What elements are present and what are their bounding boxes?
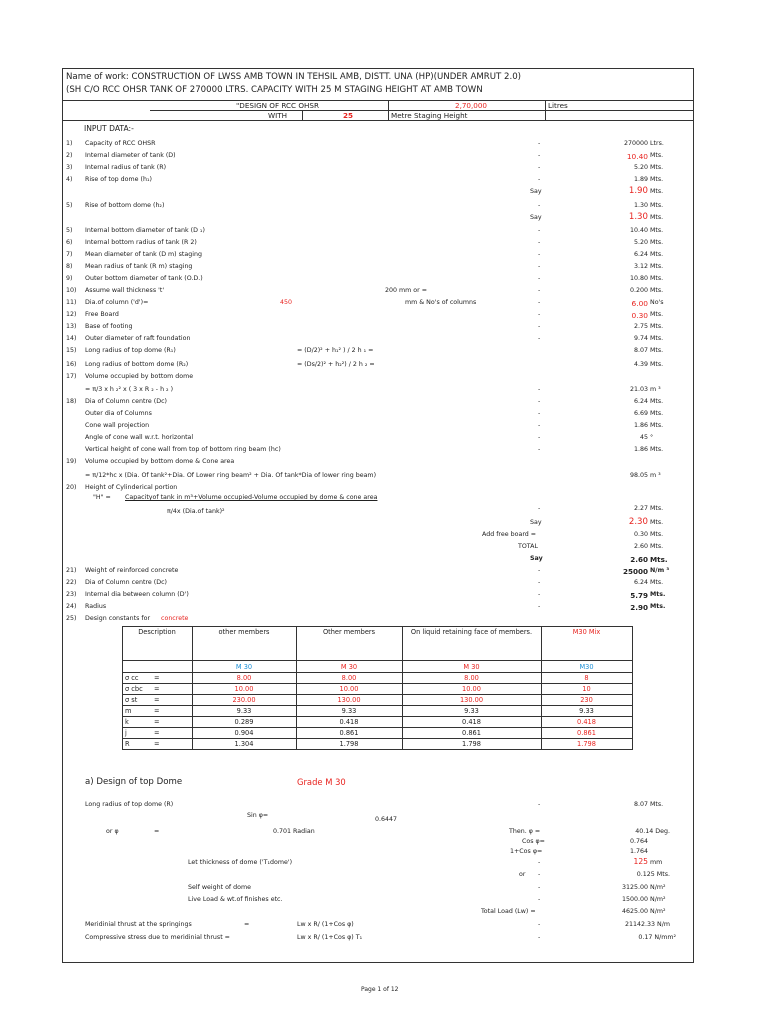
table-symbol: σ cbc (125, 685, 143, 693)
item-value: 3.12 (633, 263, 648, 270)
item-unit: Mts. (650, 287, 664, 294)
item2-dash: - (538, 567, 541, 574)
table-header-0: Description (138, 628, 176, 636)
item-unit: Mts. (650, 275, 664, 282)
item-dash: - (538, 323, 541, 330)
item-label: Internal bottom diameter of tank (D ₁) (85, 227, 205, 234)
dome-long-radius-label: Long radius of top dome (R) (85, 801, 174, 808)
staging-label: Metre Staging Height (391, 111, 468, 120)
compressive-label: Compressive stress due to meridinial thrust = (85, 934, 230, 941)
meridinial-formula: Lw x R/ (1+Cos φ) (297, 921, 354, 928)
table-symbol: m (125, 707, 132, 715)
live-load-unit: N/m² (650, 896, 666, 903)
say2-label: Say (530, 555, 543, 562)
item-value: 4.39 (633, 361, 648, 368)
item-number: 5) (66, 227, 73, 234)
item-red-mid: 450 (280, 299, 293, 306)
item-dash: - (538, 422, 541, 429)
item2-number: 24) (66, 603, 77, 610)
or-phi-eq: = (154, 828, 160, 835)
header-rule-3 (62, 120, 694, 121)
table-header-4: M30 Mix (572, 628, 601, 636)
dome-dash-1: - (538, 801, 541, 808)
meridinial-value: 21142.33 N/m (624, 921, 670, 928)
item-number: 14) (66, 335, 77, 342)
table-header-2: Other members (322, 628, 376, 636)
item-dash: - (538, 152, 541, 159)
item-value: 1.86 (633, 422, 648, 429)
item-number: 11) (66, 299, 77, 306)
item-number: 16) (66, 361, 77, 368)
header-divider-a (302, 110, 303, 120)
total-load-unit: N/m² (650, 908, 666, 915)
item-unit: Mts. (650, 239, 664, 246)
dome-dash-7: - (538, 934, 541, 941)
item-say: Say (530, 188, 542, 195)
h-value: 2.27 (633, 505, 648, 512)
item-value: 10.40 (629, 227, 648, 234)
item2-number: 22) (66, 579, 77, 586)
item2-number: 25) (66, 615, 77, 622)
item-number: 13) (66, 323, 77, 330)
table-symbol: R (125, 740, 130, 748)
item-dash: - (538, 275, 541, 282)
table-grade-2: M 30 (340, 663, 358, 671)
item-dash: - (538, 164, 541, 171)
table-cell: 0.418 (462, 718, 481, 726)
item-label: Long radius of top dome (R₁) (85, 347, 176, 354)
item-number: 6) (66, 239, 73, 246)
item2-number: 21) (66, 567, 77, 574)
item-dash: - (538, 311, 541, 318)
item2-value: 6.24 (633, 579, 648, 586)
table-grade-4: M30 (579, 663, 594, 671)
item-label: Vertical height of cone wall from top of bottom ring beam (hc) (85, 446, 281, 453)
radian-value: 0.701 Radian (273, 828, 315, 835)
dome-dash-4: - (538, 884, 541, 891)
table-col-rule (632, 626, 633, 749)
item-value: 9.74 (633, 335, 648, 342)
table-cell: 130.00 (459, 696, 484, 704)
compressive-formula: Lw x R/ (1+Cos φ) T₁ (297, 934, 363, 941)
item-dash: - (538, 398, 541, 405)
dome-grade: Grade M 30 (297, 777, 346, 787)
item-unit: Mts. (650, 446, 664, 453)
table-cell: 0.861 (462, 729, 481, 737)
item-unit: Mts. (650, 361, 664, 368)
item-number: 10) (66, 287, 77, 294)
table-col-rule (122, 626, 123, 749)
total-unit: Mts. (650, 543, 664, 550)
item-label: = π/12*hc x (Dia. Of tank²+Dia. Of Lower ring beam² + Dia. Of tank*Dia of lower ring beam) (85, 472, 377, 479)
cos-label: Cos φ= (522, 838, 545, 845)
item-label: Volume occupied by bottom dome (85, 373, 194, 380)
h-say-value: 2.30 (628, 517, 648, 527)
item-label: Angle of cone wall w.r.t. horizontal (85, 434, 194, 441)
onecos-label: 1+Cos φ= (510, 848, 543, 855)
table-cell-mix: 10 (582, 685, 591, 693)
table-cell: 0.861 (339, 729, 359, 737)
table-cell: 8.00 (236, 674, 252, 682)
item-number: 5) (66, 202, 73, 209)
item2-unit: Mts. (650, 579, 664, 586)
table-cell-mix: 230 (580, 696, 593, 704)
item-unit: Mts. (650, 422, 664, 429)
item-label: Outer dia of Columns (85, 410, 152, 417)
item-value: 270000 (623, 140, 648, 147)
item-label: Volume occupied by bottom dome & Cone area (85, 458, 235, 465)
item-unit: Mts. (650, 398, 664, 405)
item-number: 8) (66, 263, 73, 270)
item2-dash: - (538, 579, 541, 586)
table-cell: 9.33 (341, 707, 357, 715)
table-eq: = (154, 674, 160, 682)
item-label: Rise of top dome (h₁) (85, 176, 152, 183)
item-label: Base of footing (85, 323, 133, 330)
table-cell: 0.289 (234, 718, 254, 726)
table-symbol: k (125, 718, 129, 726)
item-unit: Mts. (650, 311, 664, 318)
table-eq: = (154, 718, 160, 726)
item-label: Height of Cylinderical portion (85, 484, 178, 491)
thickness-value: 125 (633, 857, 648, 866)
item-number: 17) (66, 373, 77, 380)
item-number: 4) (66, 176, 73, 183)
item-formula: = (D/2)² + h₁² ) / 2 h ₁ = (297, 347, 374, 354)
frame-left (62, 68, 63, 963)
table-cell-mix: 1.798 (577, 740, 596, 748)
item-number: 15) (66, 347, 77, 354)
item-value: 6.24 (633, 251, 648, 258)
table-cell: 8.00 (464, 674, 479, 682)
item-label: Free Board (85, 311, 119, 318)
litres-label: Litres (548, 101, 568, 110)
item2-label: Internal dia between column (D') (85, 591, 189, 598)
frame-bottom (62, 962, 694, 963)
item-value: 1.30 (633, 202, 648, 209)
item-number: 18) (66, 398, 77, 405)
item-unit: No's (650, 299, 664, 306)
item2-red-tail: concrete (161, 615, 189, 622)
item-label: Dia of Column centre (Dc) (85, 398, 167, 405)
thickness-unit: mm (650, 859, 663, 866)
item2-label: Design constants for (85, 615, 151, 622)
table-rule (122, 705, 633, 706)
item-value: 2.75 (633, 323, 648, 330)
table-eq: = (154, 707, 160, 715)
table-cell: 10.00 (462, 685, 481, 693)
frame-top (62, 68, 694, 69)
add-free-unit: Mts. (650, 531, 664, 538)
say2-unit: Mts. (650, 555, 668, 564)
item2-value: 2.90 (630, 603, 648, 612)
self-weight-label: Self weight of dome (188, 884, 251, 891)
item-number: 1) (66, 140, 73, 147)
item-dash: - (538, 239, 541, 246)
total-label: TOTAL (518, 543, 538, 550)
table-rule (122, 694, 633, 695)
item-value: 6.69 (633, 410, 648, 417)
item2-value: 5.79 (630, 591, 648, 600)
item-dash: - (538, 335, 541, 342)
item2-value: 25000 (622, 567, 648, 576)
item-dash: - (538, 287, 541, 294)
add-free-value: 0.30 (633, 531, 648, 538)
item-dash: - (538, 251, 541, 258)
add-free-label: Add free board = (482, 531, 537, 538)
item-mid: mm & No's of columns (405, 299, 477, 306)
table-eq: = (154, 740, 160, 748)
onecos-value: 1.764 (629, 848, 648, 855)
table-grade-3: M 30 (463, 663, 480, 671)
item2-label: Dia of Column centre (Dc) (85, 579, 167, 586)
item-label: Outer bottom diameter of tank (O.D.) (85, 275, 203, 282)
dome-dash-2: - (538, 859, 541, 866)
header-rule-1 (62, 100, 694, 101)
h-label: "H" = (93, 494, 111, 501)
item-label: Mean radius of tank (R m) staging (85, 263, 193, 270)
item-number: 3) (66, 164, 73, 171)
self-weight-unit: N/m² (650, 884, 666, 891)
item2-unit: N/m ³ (650, 567, 670, 574)
item-unit: Mts. (650, 335, 664, 342)
item-value: 10.40 (626, 152, 648, 161)
table-cell: 8.00 (341, 674, 357, 682)
item-number: 12) (66, 311, 77, 318)
item-label: Mean diameter of tank (D m) staging (85, 251, 202, 258)
item-dash: - (538, 227, 541, 234)
staging-value: 25 (343, 111, 354, 120)
item2-dash: - (538, 603, 541, 610)
input-data-title: INPUT DATA:- (84, 124, 134, 133)
item-unit: Mts. (650, 410, 664, 417)
table-cell: 130.00 (337, 696, 361, 704)
table-eq: = (154, 729, 160, 737)
h-dash: - (538, 505, 541, 512)
item-value: 0.200 (629, 287, 648, 294)
item-dash: - (538, 140, 541, 147)
table-rule (122, 727, 633, 728)
dome-long-radius-unit: Mts. (650, 801, 664, 808)
table-rule (122, 749, 633, 750)
item-dash: - (538, 176, 541, 183)
table-rule (122, 672, 633, 673)
item-label: Internal radius of tank (R) (85, 164, 167, 171)
capacity-value: 2,70,000 (455, 101, 488, 110)
then-value: 40.14 Deg. (635, 828, 670, 835)
item-label: Assume wall thickness 't' (85, 287, 165, 294)
h-unit: Mts. (650, 505, 664, 512)
table-header-1: other members (218, 628, 270, 636)
item2-label: Weight of reinforced concrete (85, 567, 179, 574)
item-label: Capacity of RCC OHSR (85, 140, 156, 147)
item-value: 98.05 (629, 472, 648, 479)
item-unit: m ³ (650, 472, 661, 479)
item-dash: - (538, 446, 541, 453)
item-value: 6.00 (631, 299, 648, 308)
item-value: 0.30 (631, 311, 648, 320)
compressive-value: 0.17 N/mm² (638, 934, 676, 941)
item-unit: Ltrs. (650, 140, 664, 147)
item-value: 8.07 (633, 347, 648, 354)
table-rule (122, 683, 633, 684)
work-title-line1: Name of work: CONSTRUCTION OF LWSS AMB TOWN IN TEHSIL AMB, DISTT. UNA (HP)(UNDER AMRUT 2.0) (66, 72, 522, 82)
table-cell: 1.798 (339, 740, 359, 748)
table-cell: 230.00 (232, 696, 256, 704)
table-header-3: On liquid retaining face of members. (410, 628, 533, 636)
table-symbol: j (125, 729, 127, 737)
table-cell: 9.33 (464, 707, 479, 715)
table-rule (122, 716, 633, 717)
h-numerator: Capacityof tank in m³+Volume occupied-Volume occupied by dome & cone area (125, 494, 378, 501)
item2-label: Radius (85, 603, 107, 610)
table-cell-mix: 0.861 (577, 729, 596, 737)
then-label: Then. φ = (509, 828, 541, 835)
frame-right (693, 68, 694, 963)
item-dash: - (538, 263, 541, 270)
total-value: 2.60 (633, 543, 648, 550)
item-unit: m ³ (650, 386, 661, 393)
item-value: 5.20 (633, 164, 648, 171)
item-unit: ° (650, 434, 654, 441)
item-say: Say (530, 214, 542, 221)
item-value: 21.03 (629, 386, 648, 393)
dome-long-radius-value: 8.07 (633, 801, 648, 808)
item-value: 6.24 (633, 398, 648, 405)
thickness-m: 0.125 Mts. (636, 871, 670, 878)
item-value: 10.80 (629, 275, 648, 282)
item-dash: - (538, 202, 541, 209)
self-weight-value: 3125.00 (621, 884, 648, 891)
table-eq: = (154, 696, 160, 704)
item-unit: Mts. (650, 188, 664, 195)
item-unit: Mts. (650, 251, 664, 258)
meridinial-label: Meridinial thrust at the springings (85, 921, 192, 928)
item-unit: Mts. (650, 164, 664, 171)
total-load-label: Total Load (Lw) = (481, 908, 536, 915)
or-label: or (519, 871, 526, 878)
table-cell-mix: 0.418 (577, 718, 596, 726)
design-label: "DESIGN OF RCC OHSR (236, 101, 319, 110)
meridinial-eq: = (244, 921, 250, 928)
sin-label: Sin φ= (247, 812, 269, 819)
item-unit: Mts. (650, 227, 664, 234)
table-cell: 9.33 (236, 707, 252, 715)
item-unit: Mts. (650, 263, 664, 270)
item-dash: - (538, 410, 541, 417)
with-label: WITH (268, 111, 288, 120)
live-load-label: Live Load & wt.of finishes etc. (188, 896, 283, 903)
item-number: 20) (66, 484, 77, 491)
table-rule (122, 660, 633, 661)
table-cell: 10.00 (234, 685, 254, 693)
item-dash: - (538, 386, 541, 393)
item-label: Internal bottom radius of tank (R 2) (85, 239, 197, 246)
item-label: Outer diameter of raft foundation (85, 335, 191, 342)
page-footer: Page 1 of 12 (361, 986, 399, 993)
item-unit: Mts. (650, 202, 664, 209)
item-mid: 200 mm or = (385, 287, 428, 294)
item-value: 5.20 (633, 239, 648, 246)
table-cell-mix: 8 (584, 674, 589, 682)
item2-unit: Mts. (650, 591, 666, 598)
item-number: 2) (66, 152, 73, 159)
total-load-value: 4625.00 (621, 908, 648, 915)
table-cell: 1.304 (234, 740, 254, 748)
table-cell: 0.904 (234, 729, 254, 737)
item-value: 45 (639, 434, 648, 441)
item-value: 1.90 (628, 186, 648, 196)
item-number: 19) (66, 458, 77, 465)
item2-unit: Mts. (650, 603, 666, 610)
item-label: = π/3 x h ₂² x ( 3 x R ₂ - h ₂ ) (85, 386, 174, 393)
item-label: Dia.of column ('d')= (85, 299, 149, 306)
or-phi-label: or φ (106, 828, 119, 835)
item-unit: Mts. (650, 152, 664, 159)
item-number: 7) (66, 251, 73, 258)
dome-dash-6: - (538, 921, 541, 928)
item2-number: 23) (66, 591, 77, 598)
item-number: 9) (66, 275, 73, 282)
item-dash: - (538, 299, 541, 306)
table-cell: 0.418 (339, 718, 359, 726)
dome-title: a) Design of top Dome (85, 777, 183, 787)
h-denominator: π/4x (Dia.of tank)² (167, 508, 225, 515)
table-cell-mix: 9.33 (579, 707, 594, 715)
item-value: 1.86 (633, 446, 648, 453)
table-rule (122, 738, 633, 739)
work-title-line2: (SH C/O RCC OHSR TANK OF 270000 LTRS. CAPACITY WITH 25 M STAGING HEIGHT AT AMB TOWN (66, 85, 483, 95)
item-value: 1.89 (633, 176, 648, 183)
table-rule (122, 626, 633, 627)
table-symbol: σ cc (125, 674, 139, 682)
item-label: Long radius of bottom dome (R₂) (85, 361, 189, 368)
say2-value: 2.60 (630, 555, 648, 564)
table-cell: 1.798 (462, 740, 481, 748)
item-unit: Mts. (650, 323, 664, 330)
dome-dash-5: - (538, 896, 541, 903)
item-label: Rise of bottom dome (h₂) (85, 202, 165, 209)
h-say: Say (530, 519, 542, 526)
thickness-label: Let thickness of dome ('T₁dome') (188, 859, 293, 866)
table-symbol: σ st (125, 696, 138, 704)
item-formula: = (Ds/2)² + h₂²) / 2 h ₂ = (297, 361, 375, 368)
table-eq: = (154, 685, 160, 693)
item-value: 1.30 (628, 212, 648, 222)
sin-value: 0.6447 (375, 816, 398, 823)
live-load-value: 1500.00 (621, 896, 648, 903)
item2-dash: - (538, 591, 541, 598)
item-unit: Mts. (650, 214, 664, 221)
table-cell: 10.00 (339, 685, 359, 693)
item-label: Internal diameter of tank (D) (85, 152, 176, 159)
item-label: Cone wall projection (85, 422, 150, 429)
h-say-unit: Mts. (650, 519, 664, 526)
item-unit: Mts. (650, 176, 664, 183)
dome-dash-3: - (538, 871, 541, 878)
item-dash: - (538, 434, 541, 441)
item-unit: Mts. (650, 347, 664, 354)
cos-value: 0.764 (629, 838, 648, 845)
table-grade-1: M 30 (235, 663, 253, 671)
